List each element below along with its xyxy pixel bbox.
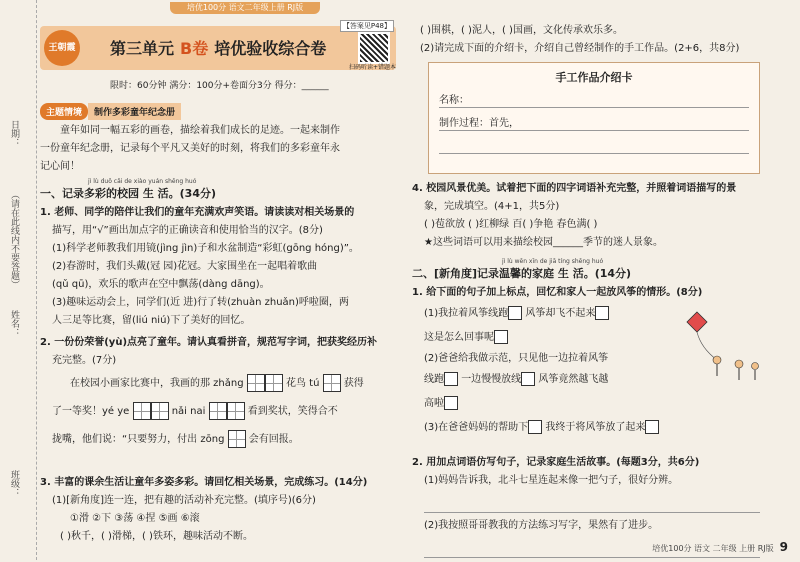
unit-label: 第三单元 [110, 39, 175, 58]
theme-tag: 主题情境 [40, 103, 88, 120]
qr-label: 扫码听读+错题本 [348, 64, 396, 71]
q2-fill-line-2 [40, 398, 398, 426]
q2-text: 会有回报。 [248, 434, 299, 445]
q1-line: 人三足等比赛，留(liú niú)下了美好的回忆。 [52, 315, 251, 326]
question-3 [40, 474, 398, 546]
q4-line: 4. 校园风景优美。试着把下面的四字词语补充完整，并照着词语描写的景 [412, 183, 737, 194]
exam-header [40, 22, 396, 71]
class-label: 班级： [9, 470, 19, 497]
punct-box[interactable] [521, 372, 535, 386]
top-band [40, 0, 780, 18]
intro-paragraph [40, 122, 398, 176]
r-q1-sentence-2b [412, 392, 772, 416]
r-q2-line: (1)妈妈告诉我，北斗七星连起来像一把勺子，很好分辨。 [424, 475, 679, 486]
right-column [412, 18, 772, 548]
page-number: 9 [779, 540, 788, 554]
q3-line: 3. 丰富的课余生活让童年多姿多彩。请回忆相关场景，完成练习。(14分) [40, 477, 368, 488]
q1-line: 1. 老师、同学的陪伴让我们的童年充满欢声笑语。请读读对相关场景的 [40, 207, 355, 218]
q2-text: 在校园小画家比赛中，我画的那 zhǎng [70, 378, 244, 389]
q2-fill-line-1 [40, 370, 398, 398]
paper-title: 培优验收综合卷 [214, 39, 327, 58]
r-q1-text: (2)爸爸给我做示范，只见他一边拉着风筝 [424, 353, 609, 364]
char-grid[interactable] [151, 402, 169, 420]
punct-box[interactable] [528, 420, 542, 434]
card-name-field[interactable]: 名称： [439, 91, 749, 108]
q3-line: ( )围棋，( )泥人，( )国画，文化传承欢乐多。 [420, 25, 623, 36]
card-blank-line[interactable] [439, 137, 749, 154]
char-grid[interactable] [133, 402, 151, 420]
page-footer [652, 540, 788, 554]
answer-line[interactable] [424, 494, 760, 513]
top-band-text: 培优100分 语文二年级上册 RJ版 [170, 2, 320, 14]
q2-fill-line-3 [40, 426, 398, 454]
handicraft-card [428, 62, 760, 174]
r-q2-line: 2. 用加点词语仿写句子，记录家庭生活故事。(每题3分，共6分) [412, 457, 700, 468]
q2-text: 看到奖状，笑得合不 [247, 406, 338, 417]
qr-code-icon[interactable] [358, 32, 390, 64]
q2-text: 花鸟 tú [285, 378, 320, 389]
char-grid[interactable] [227, 402, 245, 420]
r-q1-text: 风筝却飞不起来 [525, 308, 596, 319]
date-label: 日期： [9, 120, 19, 147]
section-2-heading [412, 258, 772, 283]
q4-line: ★这些词语可以用来描绘校园______季节的迷人景象。 [424, 237, 663, 248]
q2-line: 充完整。(7分) [52, 355, 117, 366]
binding-note: （请在此线内不要答题） [9, 190, 19, 289]
r-q1-text: 我终于将风筝放了起来 [545, 422, 646, 433]
char-grid[interactable] [265, 374, 283, 392]
r-q1-text: 线跑 [424, 374, 444, 385]
q4-line: ( )苞欲放 ( )红柳绿 百( )争艳 春色满( ) [424, 219, 598, 230]
char-grid[interactable] [228, 430, 246, 448]
punct-box[interactable] [508, 306, 522, 320]
q3-line: (2)请完成下面的介绍卡，介绍自己曾经制作的手工作品。(2+6，共8分) [420, 43, 740, 54]
binding-margin [0, 0, 37, 560]
punct-box[interactable] [595, 306, 609, 320]
q2-text: 拢嘴，他们说：“只要努力，付出 zōng [52, 434, 225, 445]
char-grid[interactable] [209, 402, 227, 420]
section-2-title: 二、[新角度]记录温馨的家庭 生 活。(14分) [412, 267, 632, 280]
r-q2-line: (2)我按照哥哥教我的方法练习写字，果然有了进步。 [424, 520, 659, 531]
q1-line: (2)春游时，我们头戴(冠 园)花冠。大家围坐在一起唱着歌曲 [52, 261, 318, 272]
r-q1-line: 1. 给下面的句子加上标点，回忆和家人一起放风筝的情形。(8分) [412, 287, 703, 298]
punct-box[interactable] [494, 330, 508, 344]
r-q1-text: (3)在爸爸妈妈的帮助下 [424, 422, 529, 433]
exam-title [110, 36, 326, 59]
footer-text: 培优100分 语文 二年级 上册 RJ版 [652, 544, 774, 553]
kite-family-illustration [667, 308, 767, 388]
section-1-title: 一、记录多彩的校园 生 活。(34分) [40, 187, 217, 200]
theme-name: 制作多彩童年纪念册 [88, 103, 181, 120]
section-1-pinyin: jì lù duō cǎi de xiào yuán shēng huó [88, 178, 197, 185]
section-2-pinyin: jì lù wēn xīn de jiā tíng shēng huó [502, 258, 604, 265]
char-grid[interactable] [247, 374, 265, 392]
question-1 [40, 204, 398, 330]
intro-line: 记心间！ [40, 161, 80, 172]
name-label: 姓名： [9, 310, 19, 337]
q2-text: nǎi nai [171, 406, 206, 417]
time-score-line: 限时：60分钟 满分：100分+卷面分3分 得分：______ [110, 81, 329, 91]
r-q1-text: 高啦 [424, 398, 444, 409]
q2-text: 了一等奖！yé ye [52, 406, 130, 417]
r-q1-text: (1)我拉着风筝线跑 [424, 308, 509, 319]
punct-box[interactable] [444, 372, 458, 386]
q3-options: ①滑 ②下 ③荡 ④捏 ⑤画 ⑥滚 [70, 513, 200, 524]
q1-line: (3)趣味运动会上，同学们(近 进)行了转(zhuàn zhuǎn)呼啦圈，两 [52, 297, 349, 308]
card-title: 手工作品介绍卡 [555, 71, 633, 84]
q2-line: 2. 一份份荣誉(yù)点亮了童年。请认真看拼音，规范写字词，把获奖经历补 [40, 337, 378, 348]
char-grid[interactable] [323, 374, 341, 392]
left-column [40, 18, 398, 548]
section-1-heading [40, 178, 398, 203]
q4-line: 象，完成填空。(4+1，共5分) [424, 201, 560, 212]
card-process-field[interactable]: 制作过程：首先， [439, 114, 749, 131]
q3-continued [412, 22, 772, 58]
q1-line: (1)科学老师教我们用镜(jìng jìn)子和水盆制造“彩虹(gōng hóng)”。 [52, 243, 359, 254]
q1-line: (qǔ qū)，欢乐的歌声在空中飘荡(dàng dāng)。 [52, 279, 270, 290]
q2-text: 获得 [343, 378, 364, 389]
answer-tag: 【答案见P48】 [340, 20, 394, 32]
intro-line: 童年如同一幅五彩的画卷，描绘着我们成长的足迹。一起来制作 [60, 125, 340, 136]
intro-line: 一份童年纪念册，记录每个平凡又美好的时刻，将我们的多彩童年永 [40, 143, 340, 154]
r-q1-text: 风筝竟然越飞越 [538, 374, 609, 385]
r-q1-text: 一边慢慢放线 [461, 374, 522, 385]
q3-line: (1)[新角度]连一连，把有趣的活动补充完整。(填序号)(6分) [52, 495, 316, 506]
q3-line: ( )秋千，( )滑梯，( )铁环，趣味活动不断。 [60, 531, 253, 542]
theme-banner [40, 100, 181, 118]
question-2 [40, 334, 398, 454]
r-q1-sentence-3 [412, 416, 772, 440]
punct-box[interactable] [645, 420, 659, 434]
r-q1-text: 这是怎么回事呢 [424, 332, 494, 343]
logo: 王朝霞 [44, 30, 80, 66]
paper-b-label: B卷 [180, 39, 209, 58]
punct-box[interactable] [444, 396, 458, 410]
question-4 [412, 180, 772, 252]
q1-line: 描写，用“√”画出加点字的正确读音和使用恰当的汉字。(8分) [52, 225, 323, 236]
